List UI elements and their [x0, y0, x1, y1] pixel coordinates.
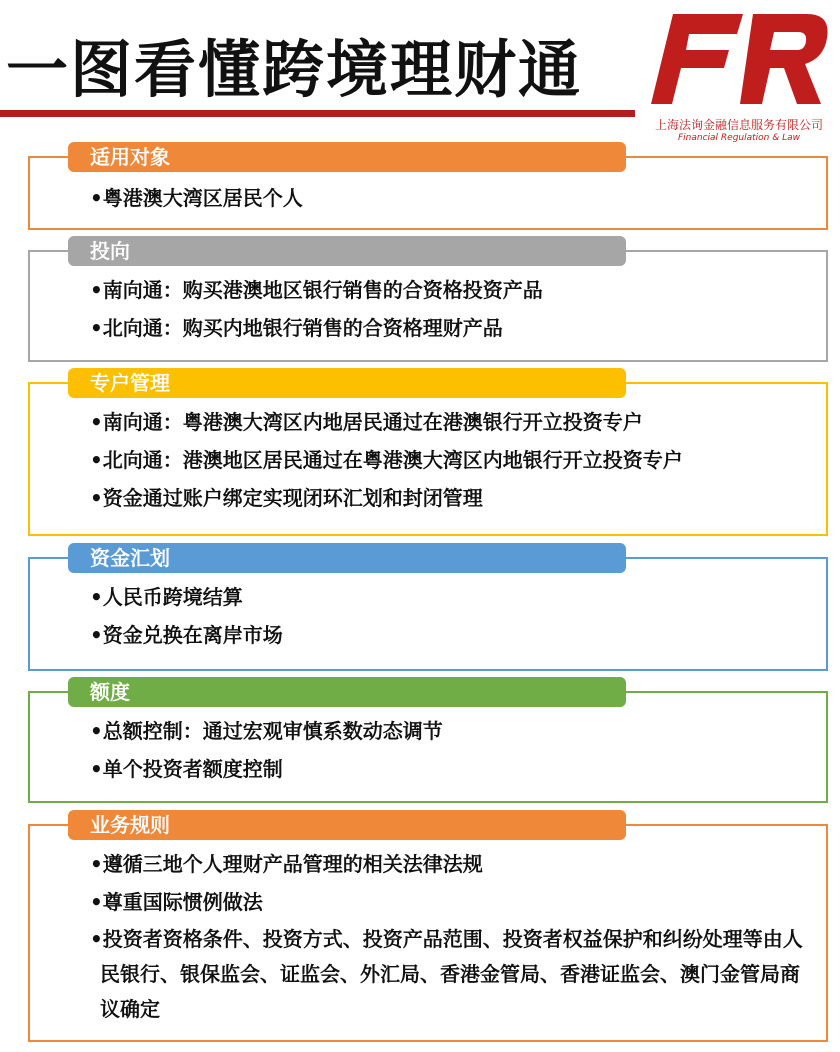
- list-item: •遵循三地个人理财产品管理的相关法律法规: [90, 852, 483, 876]
- list-item: •资金通过账户绑定实现闭环汇划和封闭管理: [90, 486, 483, 510]
- fr-logo-mark: [651, 14, 828, 104]
- list-item: •南向通：粤港澳大湾区内地居民通过在港澳银行开立投资专户: [90, 410, 643, 434]
- list-item: •单个投资者额度控制: [90, 757, 283, 781]
- list-item: •尊重国际惯例做法: [90, 890, 263, 914]
- logo-company-cn: 上海法询金融信息服务有限公司: [654, 118, 823, 132]
- section-account: [28, 368, 828, 536]
- section-label: 适用对象: [68, 142, 626, 172]
- section-target: [28, 142, 828, 230]
- section-quota: [28, 677, 828, 803]
- section-funds: [28, 543, 828, 671]
- title-underline: [0, 110, 635, 117]
- section-label: 业务规则: [68, 810, 626, 840]
- list-item: •投资者资格条件、投资方式、投资产品范围、投资者权益保护和纠纷处理等由人民银行、银保监会、证监会、外汇局、香港金管局、香港证监会、澳门金管局商议确定: [90, 927, 803, 1021]
- section-label: 专户管理: [68, 368, 626, 398]
- section-rules: [28, 810, 828, 1042]
- list-item: •资金兑换在离岸市场: [90, 623, 283, 647]
- section-investment: [28, 236, 828, 362]
- list-item: •总额控制：通过宏观审慎系数动态调节: [90, 719, 443, 743]
- list-item: •北向通：港澳地区居民通过在粤港澳大湾区内地银行开立投资专户: [90, 448, 683, 472]
- list-item: •南向通：购买港澳地区银行销售的合资格投资产品: [90, 278, 543, 302]
- list-item: •人民币跨境结算: [90, 585, 243, 609]
- list-item: •北向通：购买内地银行销售的合资格理财产品: [90, 316, 503, 340]
- logo-company-en: Financial Regulation & Law: [677, 133, 801, 143]
- section-label: 投向: [68, 236, 626, 266]
- section-label: 资金汇划: [68, 543, 626, 573]
- list-item: •粤港澳大湾区居民个人: [90, 186, 303, 210]
- section-label: 额度: [68, 677, 626, 707]
- page-title: 一图看懂跨境理财通: [6, 33, 583, 106]
